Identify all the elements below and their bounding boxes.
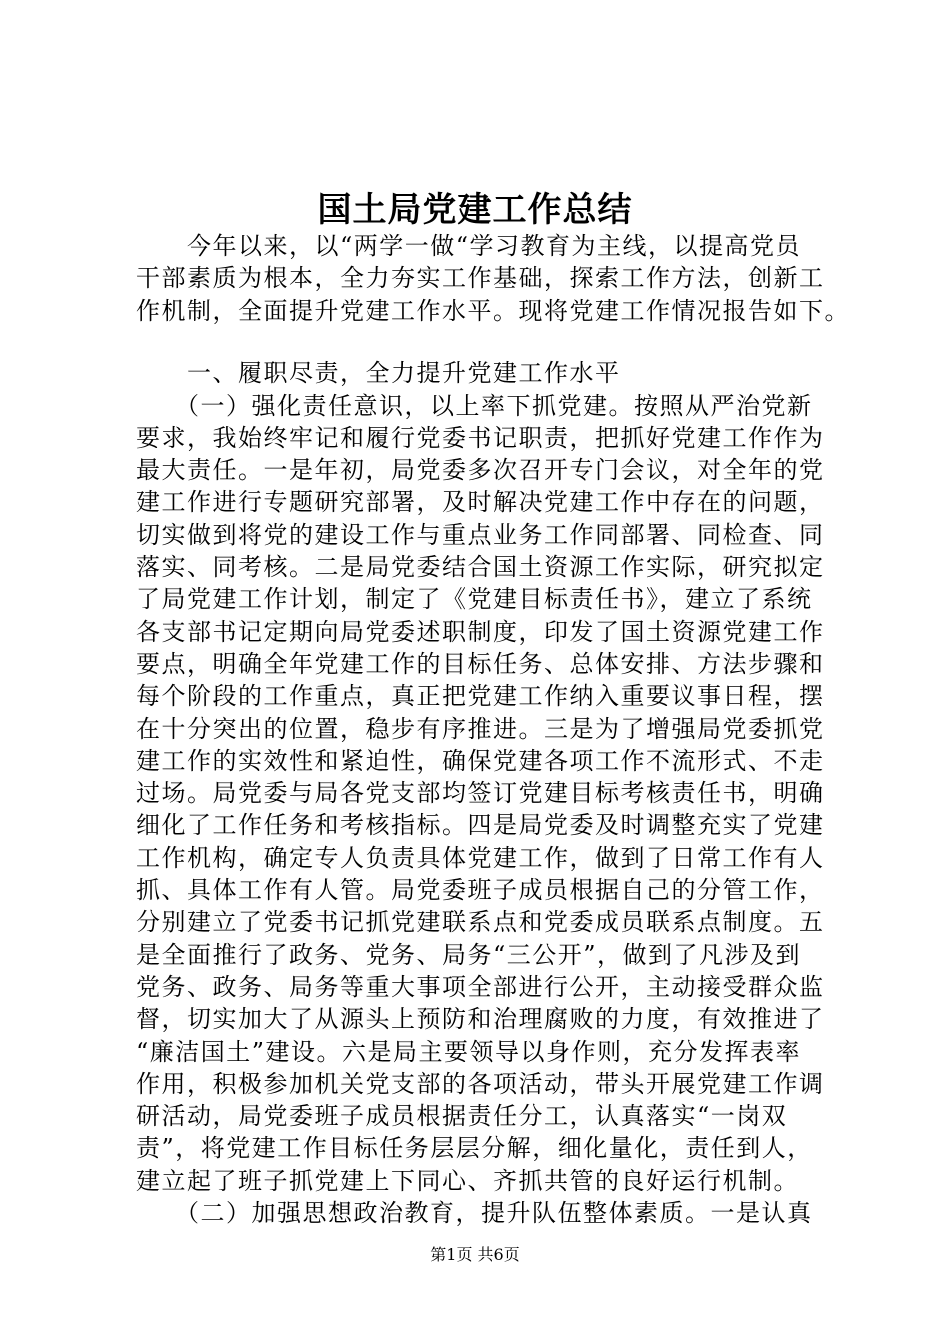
body-line: 抓、具体工作有人管。局党委班子成员根据自己的分管工作， [136, 876, 825, 905]
body-line: 了局党建工作计划，制定了《党建目标责任书》，建立了系统 [136, 585, 813, 614]
body-line: 过场。局党委与局各党支部均签订党建目标考核责任书，明确 [136, 779, 825, 808]
body-line: 责”，将党建工作目标任务层层分解，细化量化，责任到人， [136, 1134, 813, 1163]
body-line: 工作机构，确定专人负责具体党建工作，做到了日常工作有人 [136, 843, 825, 872]
body-line: 建工作进行专题研究部署，及时解决党建工作中存在的问题， [136, 488, 825, 517]
body-line: 各支部书记定期向局党委述职制度，印发了国土资源党建工作 [136, 617, 825, 646]
section-heading: 一、履职尽责，全力提升党建工作水平 [136, 359, 621, 388]
body-line: 最大责任。一是年初，局党委多次召开专门会议，对全年的党 [136, 456, 825, 485]
body-line: 是全面推行了政务、党务、局务“三公开”，做到了凡涉及到 [136, 940, 802, 969]
body-line: 作用，积极参加机关党支部的各项活动，带头开展党建工作调 [136, 1069, 825, 1098]
document-title: 国土局党建工作总结 [317, 190, 633, 230]
body-line: 督，切实加大了从源头上预防和治理腐败的力度，有效推进了 [136, 1005, 825, 1034]
body-line: 细化了工作任务和考核指标。四是局党委及时调整充实了党建 [136, 811, 825, 840]
section-one-body [136, 325, 836, 1229]
body-line: 党务、政务、局务等重大事项全部进行公开，主动接受群众监 [136, 972, 825, 1001]
intro-paragraph [136, 230, 850, 327]
intro-line: 今年以来，以“两学一做“学习教育为主线，以提高党员 [136, 232, 802, 260]
intro-line: 干部素质为根本，全力夯实工作基础，探索工作方法，创新工 [136, 264, 825, 293]
body-line: 分别建立了党委书记抓党建联系点和党委成员联系点制度。五 [136, 908, 825, 937]
body-line: 要点，明确全年党建工作的目标任务、总体安排、方法步骤和 [136, 649, 825, 678]
subsection-start-line: （二）加强思想政治教育，提升队伍整体素质。一是认真 [136, 1199, 813, 1228]
body-line: 建工作的实效性和紧迫性，确保党建各项工作不流形式、不走 [136, 746, 825, 775]
blank-line [136, 325, 836, 357]
body-line: （一）强化责任意识，以上率下抓党建。按照从严治党新 [136, 391, 813, 420]
body-line: 切实做到将党的建设工作与重点业务工作同部署、同检查、同 [136, 520, 825, 549]
body-line: 每个阶段的工作重点，真正把党建工作纳入重要议事日程，摆 [136, 682, 825, 711]
body-line: 建立起了班子抓党建上下同心、齐抓共管的良好运行机制。 [136, 1166, 799, 1195]
body-line: 在十分突出的位置，稳步有序推进。三是为了增强局党委抓党 [136, 714, 825, 743]
body-line: 落实、同考核。二是局党委结合国土资源工作实际，研究拟定 [136, 553, 825, 582]
intro-line: 作机制，全面提升党建工作水平。现将党建工作情况报告如下。 [136, 296, 850, 325]
body-line: 研活动，局党委班子成员根据责任分工，认真落实“一岗双 [136, 1102, 788, 1131]
body-line: 要求，我始终牢记和履行党委书记职责，把抓好党建工作作为 [136, 423, 825, 452]
body-line: “廉洁国土”建设。六是局主要领导以身作则，充分发挥表率 [136, 1037, 802, 1066]
page-footer: 第1页 共6页 [430, 1245, 520, 1264]
